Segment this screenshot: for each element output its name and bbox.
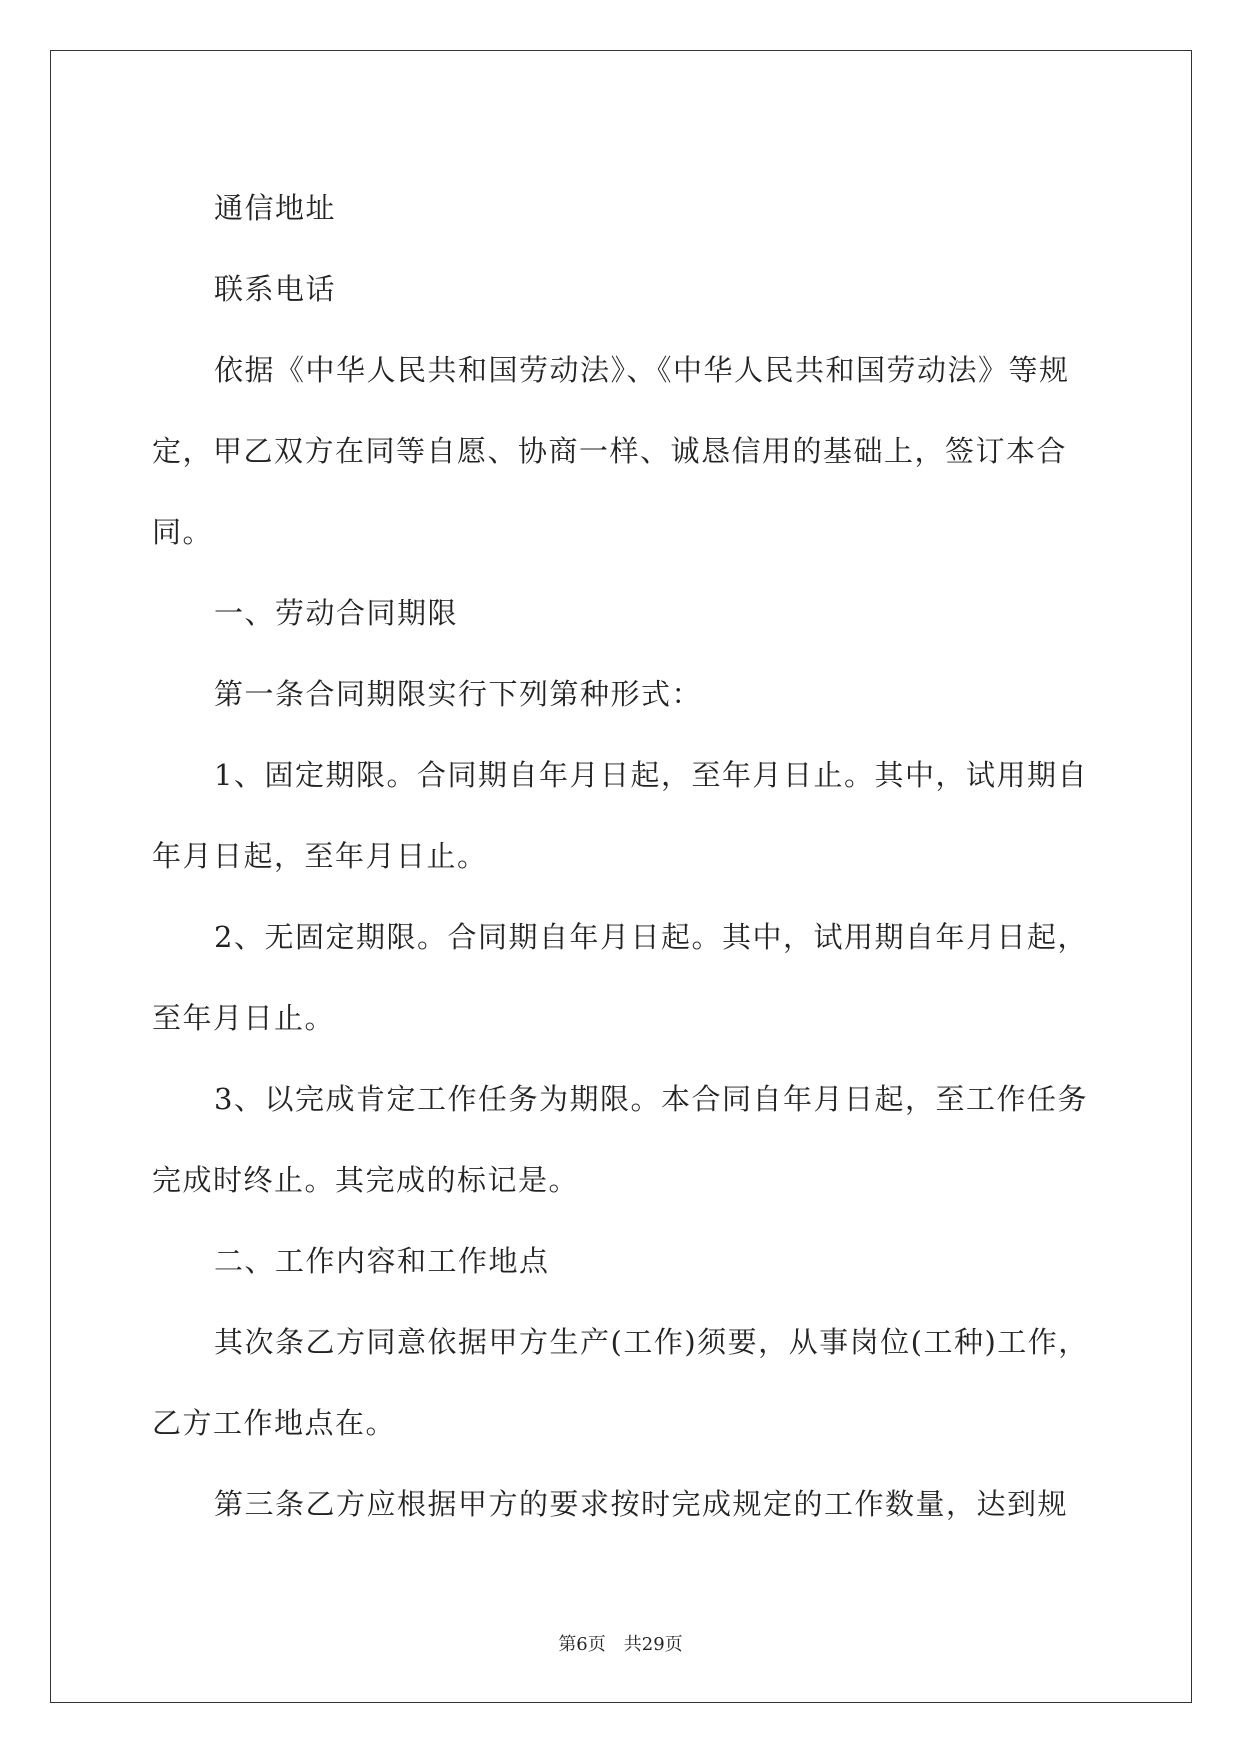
page-number: 第6页 (558, 1634, 606, 1655)
paragraph-legal-basis: 依据《中华人民共和国劳动法》、《中华人民共和国劳动法》等规定，甲乙双方在同等自愿、协商一样、诚恳信用的基础上，签订本合同。 (152, 353, 1070, 549)
page-footer (0, 1630, 1241, 1656)
total-pages: 共29页 (623, 1634, 683, 1655)
paragraph-article-2: 其次条乙方同意依据甲方生产(工作)须要，从事岗位(工种)工作，乙方工作地点在。 (152, 1325, 1089, 1440)
paragraph-fixed-term: 1、固定期限。合同期自年月日起，至年月日止。其中，试用期自年月日起，至年月日止。 (152, 758, 1088, 873)
section-heading-work-content: 二、工作内容和工作地点 (214, 1244, 550, 1278)
document-body (152, 168, 1090, 1545)
paragraph-article-3: 第三条乙方应根据甲方的要求按时完成规定的工作数量，达到规 (214, 1487, 1069, 1521)
paragraph-open-term: 2、无固定期限。合同期自年月日起。其中，试用期自年月日起，至年月日止。 (152, 920, 1088, 1035)
paragraph-mailing-address: 通信地址 (214, 191, 337, 225)
paragraph-task-term: 3、以完成肯定工作任务为期限。本合同自年月日起，至工作任务完成时终止。其完成的标记是。 (152, 1082, 1088, 1197)
section-heading-contract-term: 一、劳动合同期限 (214, 596, 459, 630)
paragraph-contact-phone: 联系电话 (214, 272, 337, 306)
paragraph-article-1: 第一条合同期限实行下列第种形式： (214, 677, 703, 711)
